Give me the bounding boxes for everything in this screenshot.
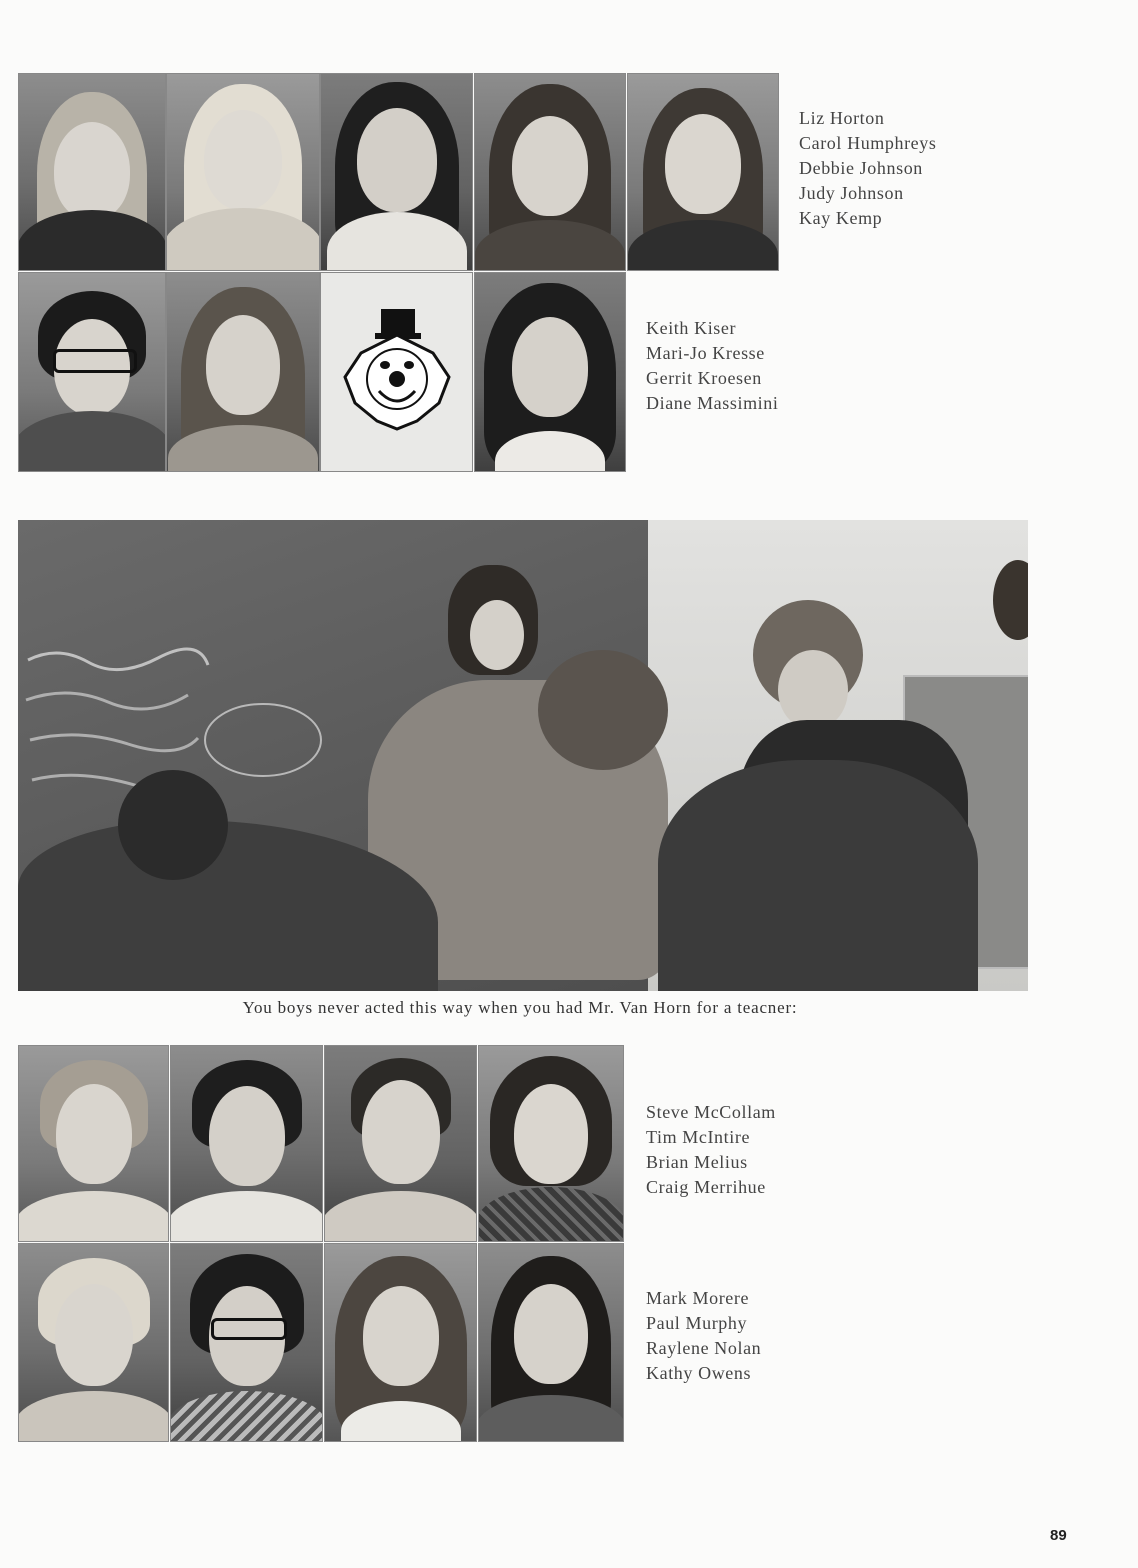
student-bending	[658, 760, 978, 991]
student-name: Craig Merrihue	[646, 1177, 766, 1197]
student-name: Kathy Owens	[646, 1363, 752, 1383]
portrait-liz-horton	[18, 73, 166, 271]
student-name: Paul Murphy	[646, 1313, 748, 1333]
portrait-raylene-nolan	[324, 1243, 477, 1442]
photo-caption: You boys never acted this way when you had Mr. Van Horn for a teacner:	[242, 998, 798, 1017]
portrait-steve-mccollam	[18, 1045, 169, 1242]
name-list-group-3	[646, 1100, 776, 1200]
glasses-icon	[211, 1318, 287, 1340]
portrait-diane-massimini	[474, 272, 626, 472]
student-name: Gerrit Kroesen	[646, 368, 762, 388]
student-name: Debbie Johnson	[799, 158, 923, 178]
student-name: Raylene Nolan	[646, 1338, 762, 1358]
portrait-kay-kemp	[627, 73, 779, 271]
student-name: Steve McCollam	[646, 1102, 776, 1122]
name-list-group-4	[646, 1286, 761, 1386]
student-name: Kay Kemp	[799, 208, 883, 228]
clown-placeholder	[320, 272, 473, 472]
student-name: Mark Morere	[646, 1288, 750, 1308]
clown-icon	[321, 273, 472, 471]
page-number: 89	[1050, 1527, 1067, 1544]
portrait-keith-kiser	[18, 272, 166, 472]
student-name: Tim McIntire	[646, 1127, 751, 1147]
student-name: Brian Melius	[646, 1152, 748, 1172]
portrait-mark-morere	[18, 1243, 169, 1442]
student-name: Mari-Jo Kresse	[646, 343, 765, 363]
glasses-icon	[53, 349, 137, 373]
portrait-paul-murphy	[170, 1243, 323, 1442]
portrait-carol-humphreys	[166, 73, 320, 271]
portrait-tim-mcintire	[170, 1045, 323, 1242]
student-name: Carol Humphreys	[799, 133, 937, 153]
portrait-judy-johnson	[474, 73, 626, 271]
portrait-debbie-johnson	[320, 73, 473, 271]
student-name: Judy Johnson	[799, 183, 904, 203]
name-list-group-1	[799, 106, 936, 231]
portrait-craig-merrihue	[478, 1045, 624, 1242]
student-name: Liz Horton	[799, 108, 885, 128]
classroom-photo	[18, 520, 1028, 991]
portrait-kathy-owens	[478, 1243, 624, 1442]
portrait-mari-jo-kresse	[166, 272, 320, 472]
student-name: Diane Massimini	[646, 393, 779, 413]
name-list-group-2	[646, 316, 779, 416]
portrait-brian-melius	[324, 1045, 477, 1242]
student-name: Keith Kiser	[646, 318, 737, 338]
